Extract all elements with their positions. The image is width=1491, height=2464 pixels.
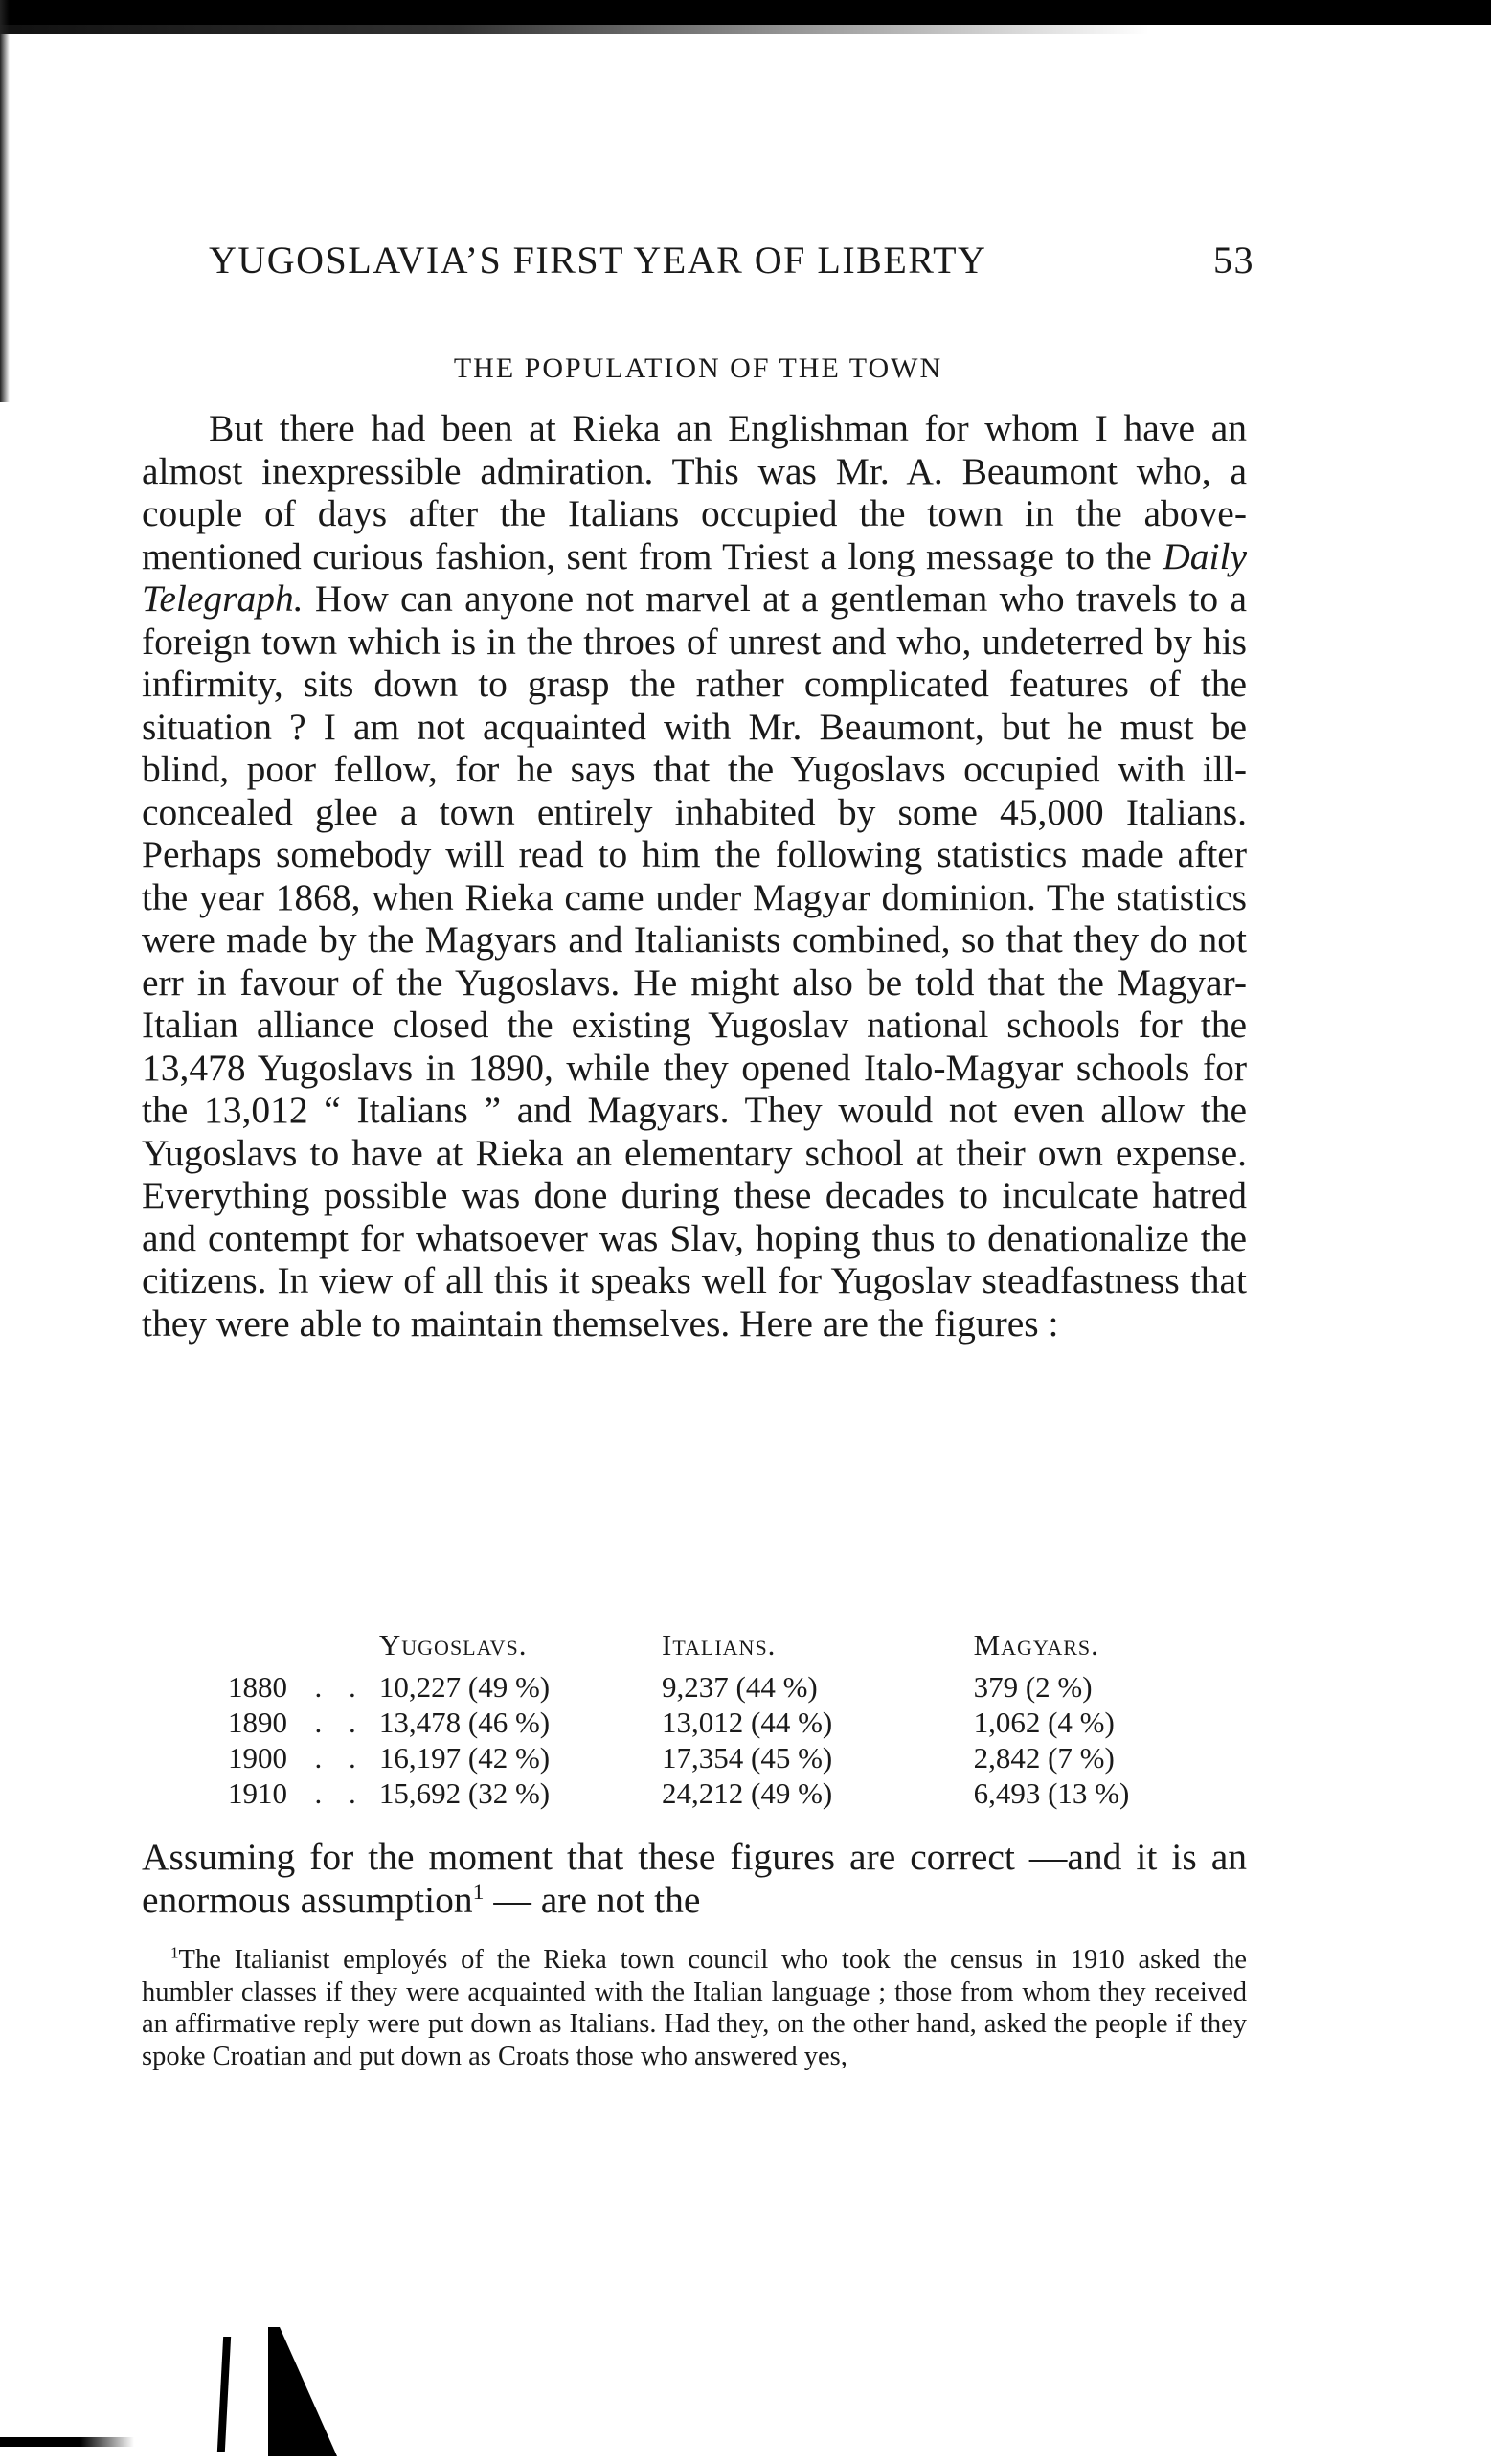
scan-artifact — [268, 2327, 337, 2456]
row-year: 1880 — [228, 1670, 287, 1704]
cell-magyars: 2,842 (7 %) — [973, 1741, 1115, 1775]
row-dots: . . — [314, 1706, 366, 1739]
row-year: 1910 — [228, 1776, 287, 1810]
table-row — [228, 1706, 1186, 1741]
scan-artifact — [217, 2337, 231, 2452]
header-yugoslavs: Yugoslavs. — [378, 1628, 528, 1662]
cell-italians: 24,212 (49 %) — [662, 1776, 833, 1810]
cell-italians: 13,012 (44 %) — [662, 1706, 833, 1739]
paragraph-part: How can anyone not marvel at a gentleman who travels to a foreign town which is in the throes of unrest and who, undeterred by his infirmity, sits down to grasp the rather complicated features of the situation ? I am not acquainted with Mr. Beaumont, but he must be blind, poor fellow, for he says that the Yugoslavs occupied with ill-concealed glee a town entirely inhabited by some 45,000 Italians. Perhaps somebody will read to him the following statistics made after the year 1868, when Rieka came under Magyar dominion. The statistics were made by the Magyars and Italianists combined, so that they do not err in favour of the Yugoslavs. He might also be told that the Magyar-Italian alliance closed the existing Yugoslav national schools for the 13,478 Yugoslavs in 1890, while they opened Italo-Magyar schools for the 13,012 “ Italians ” and Magyars. They would not even allow the Yugoslavs to have at Rieka an elementary school at their own expense. Everything possible was done during these decades to inculcate hatred and contempt for whatsoever was Slav, hoping thus to denationalize the citizens. In view of all this it speaks well for Yugoslav steadfastness that they were able to maintain themselves. Here are the figures : — [142, 577, 1247, 1345]
table-header — [228, 1628, 1186, 1670]
header-italians: Italians. — [662, 1628, 777, 1662]
row-dots: . . — [314, 1776, 366, 1810]
page-number: 53 — [1213, 238, 1254, 282]
newspaper-title: Daily Telegraph. — [142, 534, 1247, 620]
paragraph — [142, 407, 1247, 1345]
paragraph-part: — are not the — [493, 1878, 701, 1921]
paragraph-part: Assuming for the moment that these figures are correct —and it is an enormous assumption — [142, 1836, 1247, 1921]
population-table — [228, 1628, 1186, 1812]
body-text — [142, 407, 1247, 1345]
cell-magyars: 379 (2 %) — [973, 1670, 1093, 1704]
row-dots: . . — [314, 1670, 366, 1704]
footnote-paragraph — [142, 1944, 1247, 2072]
cell-yugoslavs: 10,227 (49 %) — [378, 1670, 551, 1704]
page-left-edge — [0, 0, 10, 402]
footnote-marker: 1 — [170, 1943, 179, 1962]
footnote-reference: 1 — [472, 1879, 485, 1905]
footnote-text: The Italianist employés of the Rieka town council who took the census in 1910 asked the humbler classes if they were acquainted with the Italian language ; those from whom they received an affirmative reply were put down as Italians. Had they, on the other hand, asked the people if they spoke Croatian and put down as Croats those who answered yes, — [142, 1945, 1247, 2071]
page-top-shadow — [0, 25, 1149, 34]
paragraph-part: But there had been at Rieka an Englishman for whom I have an almost inexpressible admiration. This was Mr. A. Beaumont who, a couple of days after the Italians occupied the town in the above-mentioned curious fashion, sent from Triest a long message to the — [142, 407, 1247, 577]
header-magyars: Magyars. — [973, 1628, 1099, 1662]
cell-italians: 17,354 (45 %) — [662, 1741, 833, 1775]
scan-artifact — [0, 2437, 134, 2447]
table-row — [228, 1670, 1186, 1706]
page-top-edge — [0, 0, 1491, 25]
row-year: 1900 — [228, 1741, 287, 1775]
running-head — [209, 237, 1254, 283]
cell-magyars: 6,493 (13 %) — [973, 1776, 1130, 1810]
row-dots: . . — [314, 1741, 366, 1775]
table-row — [228, 1776, 1186, 1812]
cell-yugoslavs: 16,197 (42 %) — [378, 1741, 551, 1775]
cell-magyars: 1,062 (4 %) — [973, 1706, 1115, 1739]
footnote — [142, 1944, 1247, 2072]
cell-yugoslavs: 13,478 (46 %) — [378, 1706, 551, 1739]
section-title: THE POPULATION OF THE TOWN — [453, 352, 943, 384]
continuation-text — [142, 1836, 1247, 1921]
cell-yugoslavs: 15,692 (32 %) — [378, 1776, 551, 1810]
cell-italians: 9,237 (44 %) — [662, 1670, 818, 1704]
table-row — [228, 1741, 1186, 1776]
row-year: 1890 — [228, 1706, 287, 1739]
paragraph — [142, 1836, 1247, 1921]
running-title: YUGOSLAVIA’S FIRST YEAR OF LIBERTY — [209, 238, 987, 282]
